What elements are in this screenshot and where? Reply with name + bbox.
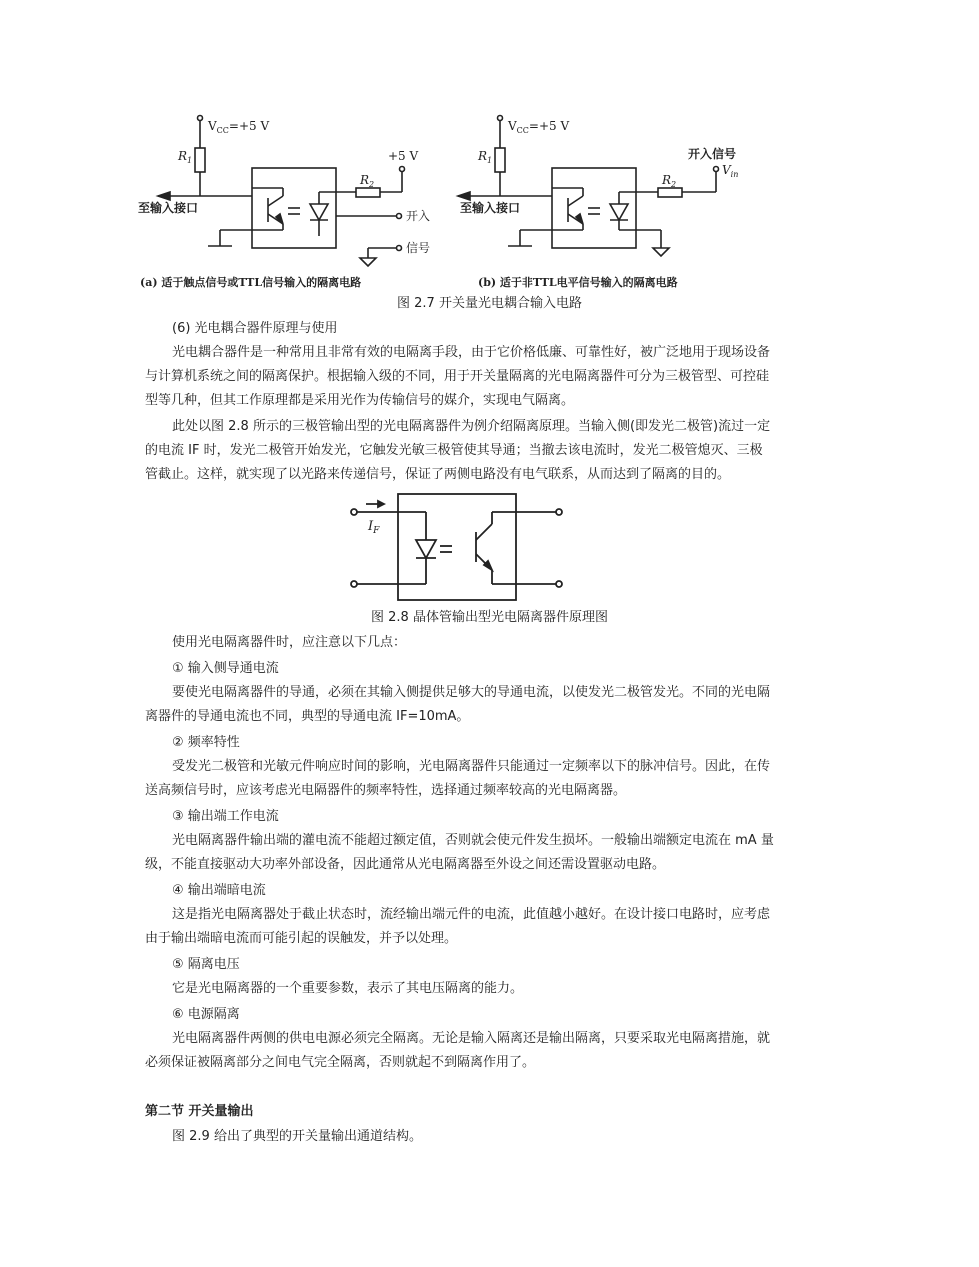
- paragraph-line: 的电流 IF 时，发光二极管开始发光，它触发光敏三极管使其导通；当撤去该电流时，发光二极管熄灭、三极: [145, 443, 763, 458]
- paragraph-line: 使用光电隔离器件时，应注意以下几点：: [172, 635, 407, 650]
- vcc-label-b: V: [508, 119, 517, 133]
- figure-2-7-circuit: [138, 108, 778, 298]
- paragraph-line: 级，不能直接驱动大功率外部设备，因此通常从光电隔离器至外设之间还需设置驱动电路。: [145, 857, 666, 872]
- if-label: I: [368, 519, 374, 534]
- paragraph-line: 与计算机系统之间的隔离保护。根据输入级的不同，用于开关量隔离的光电隔离器件可分为三极管型、可控硅: [145, 369, 770, 384]
- list-heading: ① 输入侧导通电流: [172, 661, 279, 676]
- paragraph-line: 由于输出端暗电流而可能引起的误触发，并予以处理。: [145, 931, 458, 946]
- section-heading-6: (6) 光电耦合器件原理与使用: [172, 321, 338, 336]
- paragraph-line: 必须保证被隔离部分之间电气完全隔离，否则就起不到隔离作用了。: [145, 1055, 536, 1070]
- vin-label: V: [722, 163, 731, 177]
- vcc-label-a: V: [208, 119, 217, 133]
- r1-label-b: R: [478, 149, 488, 163]
- svg-text:R1: $R_1$: [478, 149, 493, 165]
- list-heading: ② 频率特性: [172, 735, 240, 750]
- svg-text:R2: $R_2$: [662, 173, 677, 189]
- svg-text:IF: $I_F$: [368, 519, 380, 536]
- section-title: 第二节 开关量输出: [145, 1104, 254, 1119]
- subcaption-a: (a) 适于触点信号或TTL信号输入的隔离电路: [140, 276, 362, 289]
- paragraph-line: 离器件的导通电流也不同，典型的导通电流 IF=10mA。: [145, 709, 470, 724]
- r2-label-b: R: [662, 173, 672, 187]
- svg-text:VCC=+5 V: $V_{CC}=+5$ V: [508, 119, 570, 135]
- figure-2-8-caption: 图 2.8 晶体管输出型光电隔离器件原理图: [371, 610, 608, 625]
- paragraph-line: 这是指光电隔离器处于截止状态时，流经输出端元件的电流，此值越小越好。在设计接口电路时，应考虑: [172, 907, 771, 922]
- paragraph-line: 管截止。这样，就实现了以光路来传递信号，保证了两侧电路没有电气联系，从而达到了隔离的目的。: [145, 467, 731, 482]
- paragraph-line: 图 2.9 给出了典型的开关量输出通道结构。: [172, 1129, 422, 1144]
- paragraph-line: 送高频信号时，应该考虑光电隔器件的频率特性，选择通过频率较高的光电隔离器。: [145, 783, 627, 798]
- interface-label-b: 至输入接口: [460, 201, 521, 215]
- svg-text:R1: $R_1$: [178, 149, 193, 165]
- paragraph-line: 光电隔离器件两侧的供电电源必须完全隔离。无论是输入隔离还是输出隔离，只要采取光电隔离措施，就: [172, 1031, 771, 1046]
- list-heading: ④ 输出端暗电流: [172, 883, 266, 898]
- svg-text:Vin: $V_{in}$: [722, 163, 739, 179]
- svg-text:VCC=+5 V: $V_{CC}=+5$ V: [208, 119, 270, 135]
- paragraph-line: 光电耦合器件是一种常用且非常有效的电隔离手段，由于它价格低廉、可靠性好，被广泛地用于现场设备: [172, 345, 771, 360]
- xinhao-label: 信号: [406, 241, 431, 255]
- list-heading: ③ 输出端工作电流: [172, 809, 279, 824]
- figure-2-7-caption: 图 2.7 开关量光电耦合输入电路: [397, 296, 582, 311]
- kairu-label: 开入: [406, 209, 431, 223]
- kairu-xinhao-label: 开入信号: [688, 147, 737, 161]
- r2-label-a: R: [360, 173, 370, 187]
- paragraph-line: 型等几种，但其工作原理都是采用光作为传输信号的媒介，实现电气隔离。: [145, 393, 575, 408]
- interface-label-a: 至输入接口: [138, 201, 199, 215]
- paragraph-line: 它是光电隔离器的一个重要参数，表示了其电压隔离的能力。: [172, 981, 524, 996]
- subcaption-b: (b) 适于非TTL电平信号输入的隔离电路: [478, 276, 678, 289]
- list-heading: ⑥ 电源隔离: [172, 1007, 240, 1022]
- figure-2-8-optocoupler: [340, 488, 580, 608]
- paragraph-line: 此处以图 2.8 所示的三极管输出型的光电隔离器件为例介绍隔离原理。当输入侧(即发光二极管)流过一定: [172, 419, 771, 434]
- paragraph-line: 要使光电隔离器件的导通，必须在其输入侧提供足够大的导通电流，以使发光二极管发光。不同的光电隔: [172, 685, 771, 700]
- plus5v-label: +5 V: [388, 149, 419, 163]
- r1-label-a: R: [178, 149, 188, 163]
- svg-text:R2: $R_2$: [360, 173, 375, 189]
- paragraph-line: 受发光二极管和光敏元件响应时间的影响，光电隔离器件只能通过一定频率以下的脉冲信号。因此，在传: [172, 759, 771, 774]
- paragraph-line: 光电隔离器件输出端的灌电流不能超过额定值，否则就会使元件发生损坏。一般输出端额定电流在 mA 量: [172, 833, 774, 848]
- list-heading: ⑤ 隔离电压: [172, 957, 240, 972]
